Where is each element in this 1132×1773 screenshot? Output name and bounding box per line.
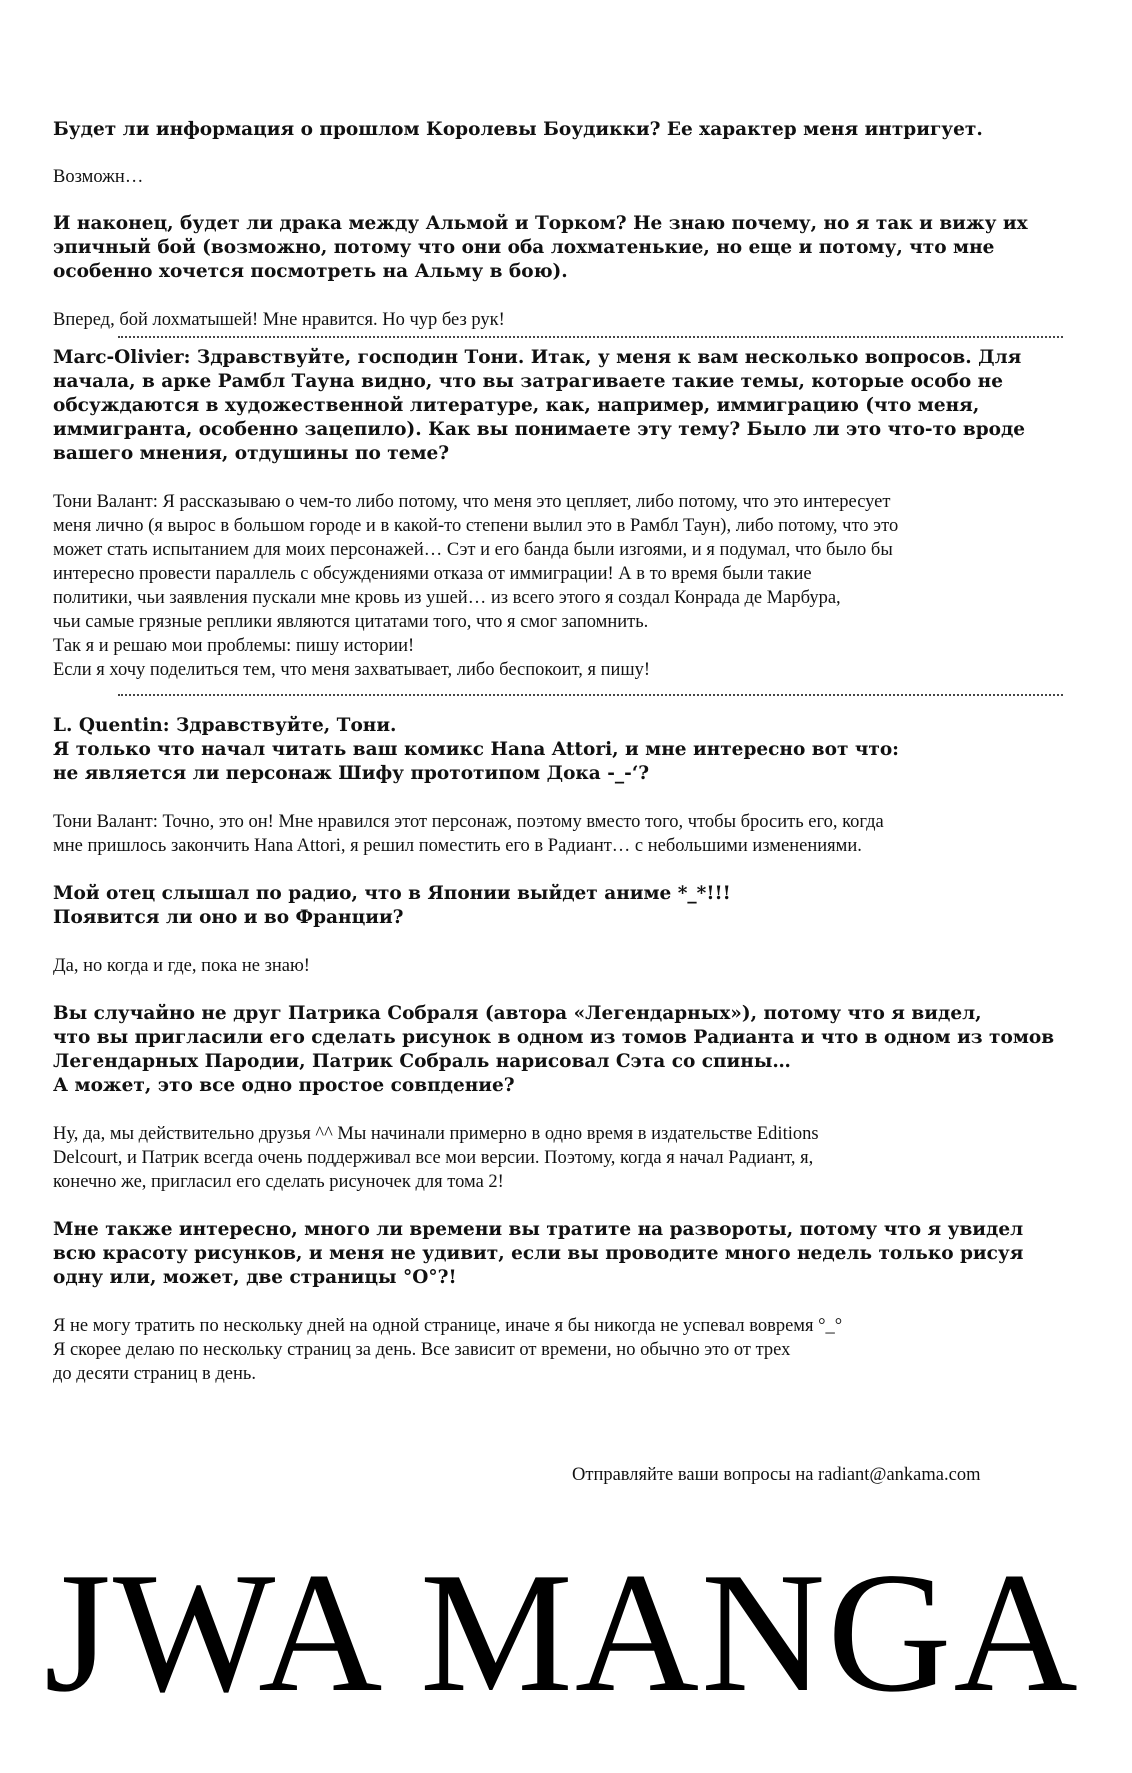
answer-marc-olivier: Тони Валант: Я рассказываю о чем-то либо потому, что меня это цепляет, либо потому, что это интересует меня лично (я вырос в большом городе и в какой-то степени вылил это в Рамбл Таун), либо потому, что это может стать испытанием для моих персонажей… Сэт и его банда были изгоями, и я подумал, что было бы интересно провести параллель с обсуждениями отказа от иммиграции! А в то время были такие политики, чьи заявления пускали мне кровь из ушей… из всего этого я создал Конрада де Марбура, чьи самые грязные реплики являются цитатами того, что я смог запомнить. Так я и решаю мои проблемы: пишу истории! Если я хочу поделиться тем, что меня захватывает, либо беспокоит, я пишу! xyxy=(53,492,899,680)
question-quentin: L. Quentin: Здравствуйте, Тони. Я только что начал читать ваш комикс Hana Attori, и мне интересно вот что: не является ли персонаж Шифу прототипом Дока -_-‘? xyxy=(53,715,900,784)
question-marc-olivier: Marc-Olivier: Здравствуйте, господин Тони. Итак, у меня к вам несколько вопросов. Для начала, в арке Рамбл Тауна видно, что вы затрагиваете такие темы, которые особо не обсуждаются в художественной литературе, как, например, иммиграцию (что меня, иммигранта, особенно зацепило). Как вы понимаете эту тему? Было ли это что-то вроде вашего мнения, отдушины по теме? xyxy=(53,347,1026,464)
article-body xyxy=(53,118,1065,1386)
question-boudicca: Будет ли информация о прошлом Королевы Боудикки? Ее характер меня интригует. xyxy=(53,119,983,140)
answer-sobral: Ну, да, мы действительно друзья ^^ Мы начинали примерно в одно время в издательстве Editions Delcourt, и Патрик всегда очень поддерживал все мои версии. Поэтому, когда я начал Радиант, я, конечно же, пригласил его сделать рисуночек для тома 2! xyxy=(53,1124,819,1192)
jwa-manga-logo: JWA MANGA xyxy=(44,1538,1080,1728)
question-sobral: Вы случайно не друг Патрика Собраля (автора «Легендарных»), потому что я видел, что вы пригласили его сделать рисунок в одном из томов Радианта и что в одном из томов Легендарных Пародии, Патрик Собраль нарисовал Сэта со спины… А может, это все одно простое совпдение? xyxy=(53,1003,1055,1096)
answer-anime: Да, но когда и где, пока не знаю! xyxy=(53,956,310,976)
question-spreads: Мне также интересно, много ли времени вы тратите на развороты, потому что я увидел всю красоту рисунков, и меня не удивит, если вы проводите много недель только рисуя одну или, может, две страницы °O°?! xyxy=(53,1219,1024,1288)
contact-email-line: Отправляйте ваши вопросы на radiant@ankama.com xyxy=(572,1465,981,1485)
question-fight: И наконец, будет ли драка между Альмой и Торком? Не знаю почему, но я так и вижу их эпичный бой (возможно, потому что они оба лохматенькие, но еще и потому, что мне особенно хочется посмотреть на Альму в бою). xyxy=(53,213,1028,282)
question-anime: Мой отец слышал по радио, что в Японии выйдет аниме *_*!!! Появится ли оно и во Франции? xyxy=(53,883,731,928)
answer-spreads: Я не могу тратить по нескольку дней на одной странице, иначе я бы никогда не успевал вовремя °_° Я скорее делаю по нескольку страниц за день. Все зависит от времени, но обычно это от трех до десяти страниц в день. xyxy=(53,1316,843,1384)
answer-boudicca: Возможн… xyxy=(53,167,144,187)
answer-fight: Вперед, бой лохматышей! Мне нравится. Но чур без рук! xyxy=(53,310,505,330)
dotted-separator xyxy=(118,336,1063,338)
answer-quentin: Тони Валант: Точно, это он! Мне нравился этот персонаж, поэтому вместо того, чтобы бросить его, когда мне пришлось закончить Hana Attori, я решил поместить его в Радиант… с небольшими изменениями. xyxy=(53,812,884,856)
dotted-separator xyxy=(118,694,1063,696)
